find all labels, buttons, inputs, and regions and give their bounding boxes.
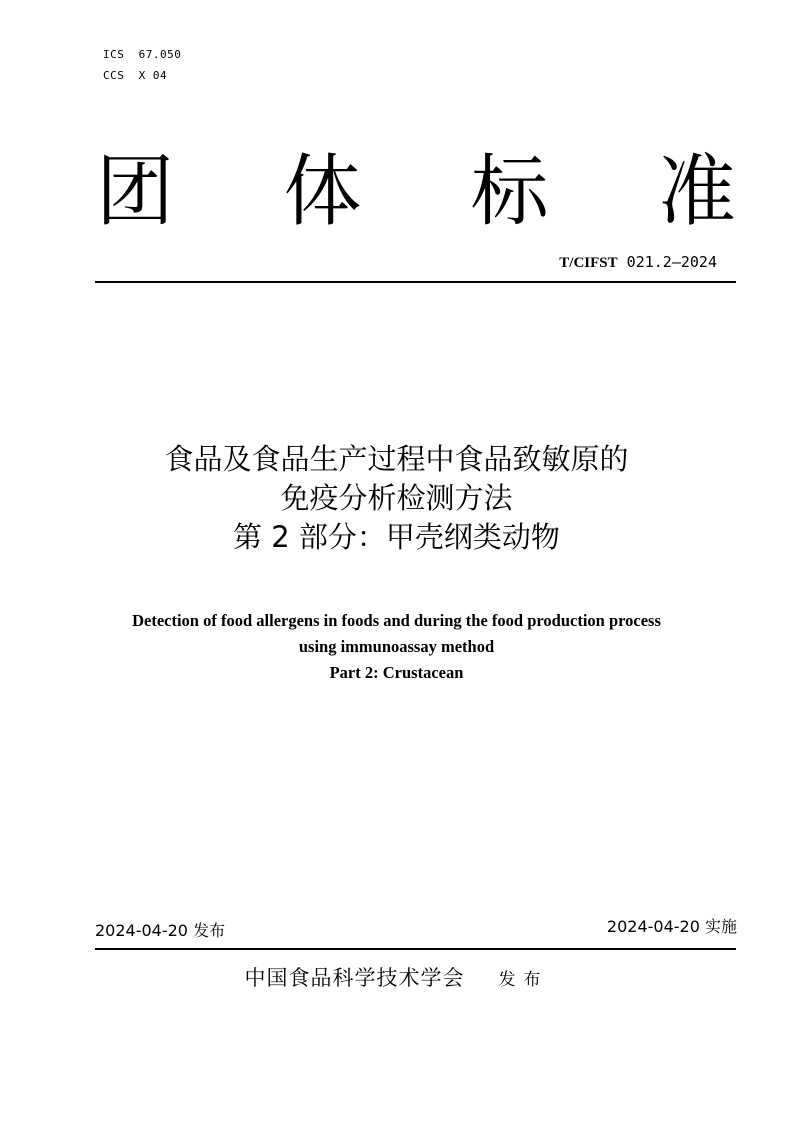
publisher-name: 中国食品科学技术学会 [244, 966, 465, 990]
header-divider [95, 281, 736, 283]
chinese-title [0, 440, 793, 557]
chinese-title-line-2: 免疫分析检测方法 [280, 481, 513, 515]
english-title-line-1: Detection of food allergens in foods and during the food production process [132, 611, 661, 630]
issue-date: 2024-04-20 发布 [95, 921, 226, 940]
chinese-title-line-3: 第 2 部分：甲壳纲类动物 [233, 520, 560, 554]
classification-codes [103, 44, 181, 86]
standard-code [559, 253, 717, 272]
title-char-4: 准 [657, 147, 736, 237]
standard-code-prefix: T/CIFST [559, 255, 618, 271]
english-title [0, 608, 793, 686]
standard-code-number: 021.2—2024 [617, 253, 717, 271]
english-title-line-2: using immunoassay method [298, 637, 495, 656]
ccs-code: CCS X 04 [103, 69, 168, 82]
implementation-date: 2024-04-20 实施 [606, 917, 737, 936]
publish-verb: 发布 [498, 970, 549, 990]
title-char-1: 团 [96, 147, 175, 237]
english-title-line-3: Part 2: Crustacean [329, 663, 464, 682]
title-char-3: 标 [470, 147, 549, 237]
ics-code: ICS 67.050 [103, 48, 182, 61]
footer-divider [95, 948, 736, 950]
title-char-2: 体 [283, 147, 362, 237]
publisher-line [0, 962, 793, 992]
standard-type-title [96, 140, 736, 237]
chinese-title-line-1: 食品及食品生产过程中食品致敏原的 [164, 442, 629, 476]
